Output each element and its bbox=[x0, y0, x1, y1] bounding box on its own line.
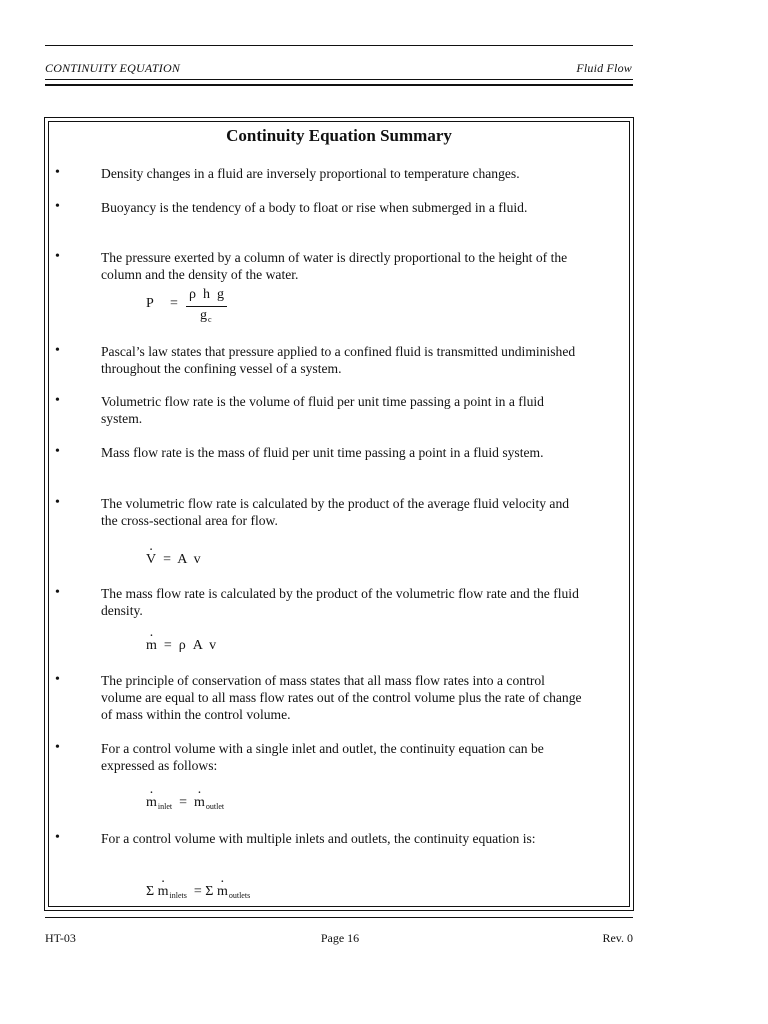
multiple-lhs: · m bbox=[158, 884, 169, 900]
header-top-rule bbox=[45, 45, 633, 46]
multiple-rhs: · m bbox=[217, 884, 228, 900]
summary-item-volumetric-flow: Volumetric flow rate is the volume of fluid per unit time passing a point in a fluid system. bbox=[101, 394, 544, 426]
fraction-bar bbox=[186, 306, 227, 307]
mass-flow-equation bbox=[146, 638, 216, 654]
bullet-marker: • bbox=[55, 830, 60, 845]
summary-item-density: Density changes in a fluid are inversely proportional to temperature changes. bbox=[101, 166, 520, 181]
summary-item-conservation: The principle of conservation of mass states that all mass flow rates into a control volume are equal to all mass flow rates out of the control volume plus the rate of change of mass within the control volume. bbox=[101, 673, 582, 722]
footer-rule bbox=[45, 917, 633, 918]
summary-item-mass-calc: The mass flow rate is calculated by the product of the volumetric flow rate and the fluid density. bbox=[101, 586, 579, 618]
summary-title: Continuity Equation Summary bbox=[226, 126, 452, 145]
summary-item-volumetric-calc: The volumetric flow rate is calculated by the product of the average fluid velocity and the cross-sectional area for flow. bbox=[101, 496, 570, 528]
bullet-marker: • bbox=[55, 495, 60, 510]
sum-symbol: Σ bbox=[205, 884, 214, 899]
mass-lhs: · m bbox=[146, 638, 157, 654]
single-rhs-subscript: outlet bbox=[205, 802, 225, 811]
header-section-title: CONTINUITY EQUATION bbox=[45, 61, 181, 75]
pressure-numerator: ρ h g bbox=[189, 287, 224, 302]
pressure-denominator-subscript: c bbox=[208, 315, 212, 324]
header-thin-rule bbox=[45, 79, 633, 80]
single-lhs: · m bbox=[146, 795, 157, 811]
summary-item-buoyancy: Buoyancy is the tendency of a body to float or rise when submerged in a fluid. bbox=[101, 200, 528, 215]
single-inlet-equation bbox=[146, 795, 224, 811]
multiple-inlets-equation bbox=[146, 884, 250, 900]
volumetric-rhs: = A v bbox=[163, 552, 201, 567]
multiple-lhs-subscript: inlets bbox=[169, 891, 187, 900]
pressure-lhs: P bbox=[146, 296, 154, 311]
summary-item-pascal: Pascal’s law states that pressure applied to a confined fluid is transmitted undiminished throughout the confining vessel of a system. bbox=[101, 344, 576, 376]
pressure-denominator-symbol: g bbox=[200, 308, 207, 323]
bullet-marker: • bbox=[55, 740, 60, 755]
single-rhs: · m bbox=[194, 795, 205, 811]
bullet-marker: • bbox=[55, 199, 60, 214]
footer-revision: Rev. 0 bbox=[602, 931, 633, 945]
multiple-equals: = bbox=[193, 884, 202, 899]
header-thick-rule bbox=[45, 84, 633, 86]
bullet-marker: • bbox=[55, 444, 60, 459]
volumetric-lhs: · V bbox=[146, 552, 156, 568]
bullet-marker: • bbox=[55, 249, 60, 264]
single-equals: = bbox=[179, 795, 188, 810]
bullet-marker: • bbox=[55, 393, 60, 408]
bullet-marker: • bbox=[55, 165, 60, 180]
multiple-rhs-subscript: outlets bbox=[228, 891, 251, 900]
pressure-denominator bbox=[200, 308, 212, 324]
single-lhs-subscript: inlet bbox=[157, 802, 173, 811]
footer-doc-id: HT-03 bbox=[45, 931, 76, 945]
summary-item-mass-flow: Mass flow rate is the mass of fluid per unit time passing a point in a fluid system. bbox=[101, 445, 544, 460]
bullet-marker: • bbox=[55, 343, 60, 358]
sum-symbol: Σ bbox=[146, 884, 155, 899]
header-chapter-title: Fluid Flow bbox=[576, 61, 632, 75]
footer-page-number: Page 16 bbox=[320, 931, 360, 945]
pressure-equals: = bbox=[170, 296, 178, 311]
bullet-marker: • bbox=[55, 672, 60, 687]
bullet-marker: • bbox=[55, 585, 60, 600]
summary-item-pressure: The pressure exerted by a column of water is directly proportional to the height of the column and the density of the water. bbox=[101, 250, 568, 282]
mass-rhs: = ρ A v bbox=[163, 638, 217, 653]
volumetric-flow-equation bbox=[146, 552, 201, 568]
summary-item-single-inlet: For a control volume with a single inlet and outlet, the continuity equation can be expressed as follows: bbox=[101, 741, 544, 773]
summary-item-multiple-inlets: For a control volume with multiple inlets and outlets, the continuity equation is: bbox=[101, 831, 536, 846]
